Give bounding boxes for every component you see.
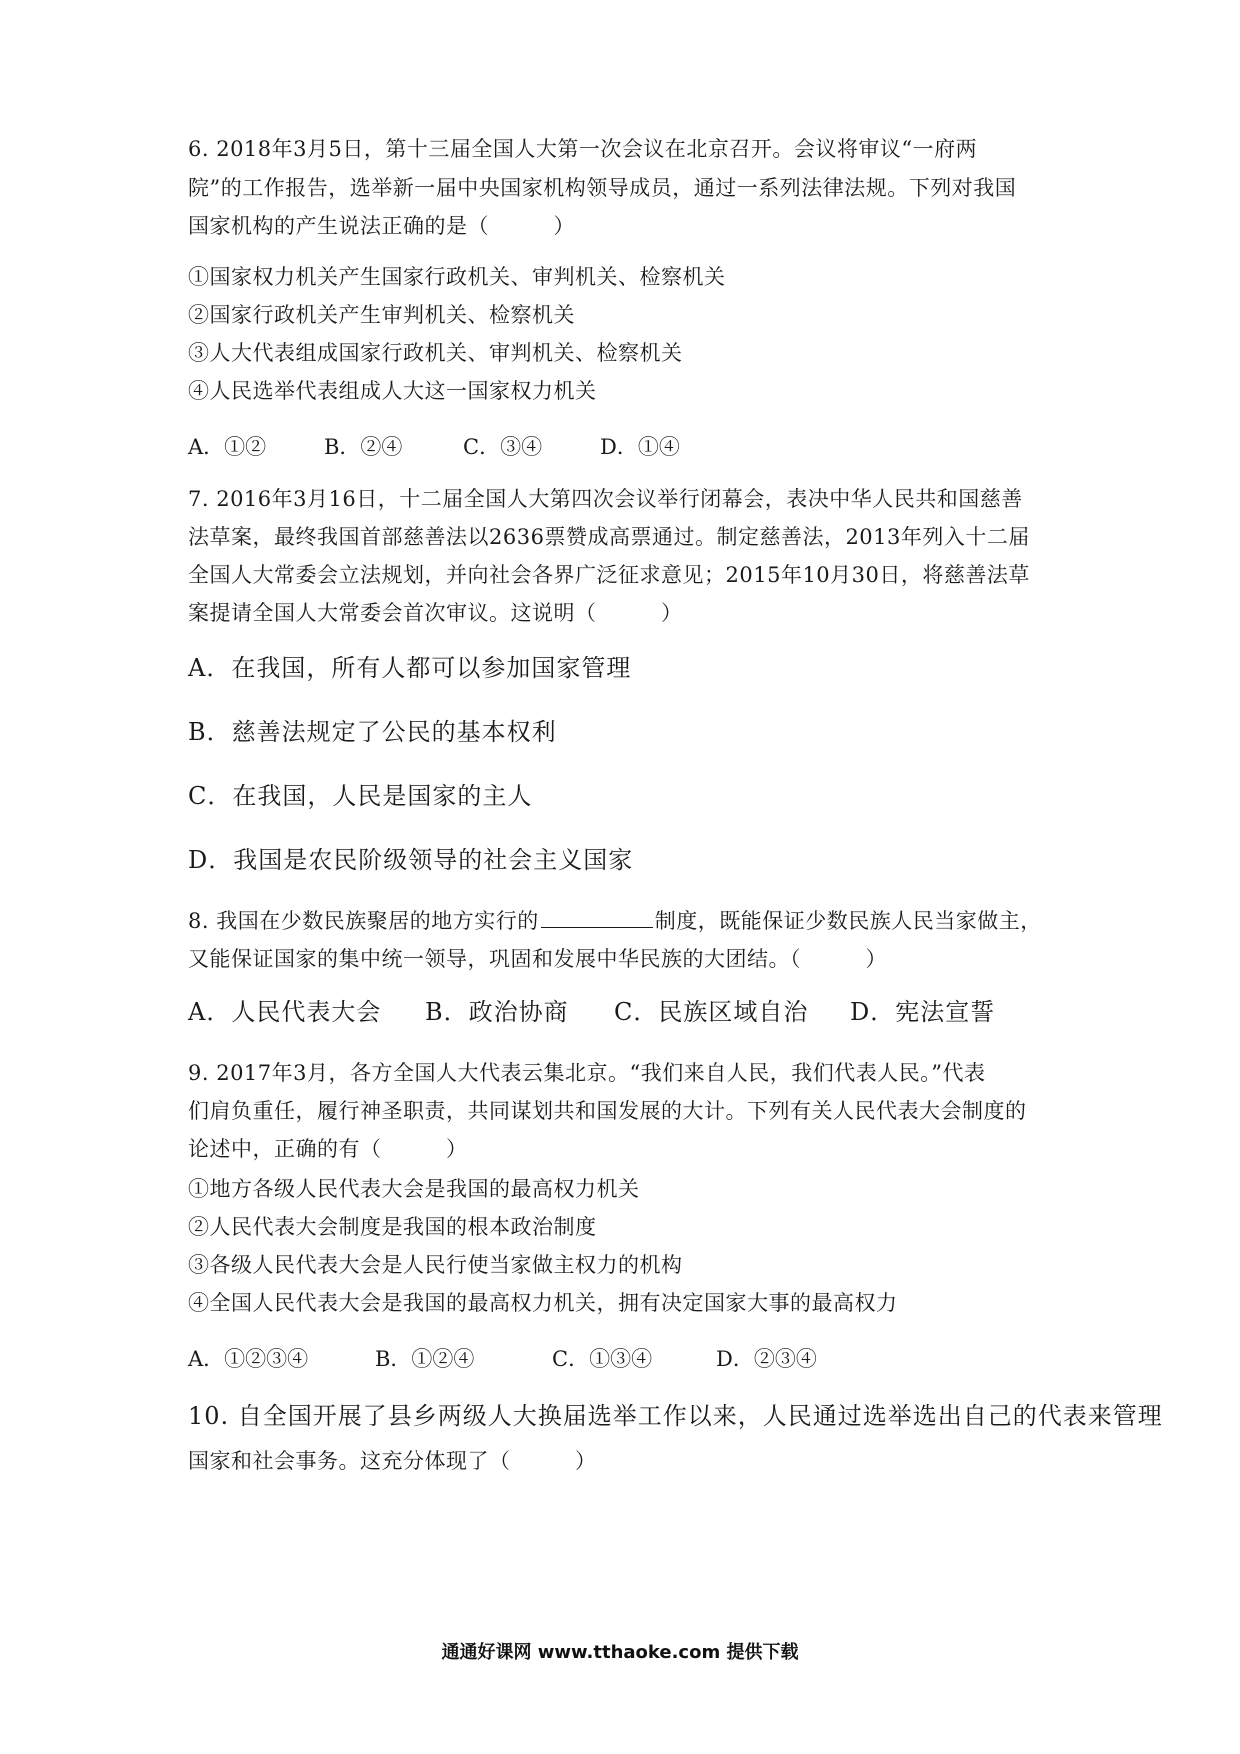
q6-statement-1: ①国家权力机关产生国家行政机关、审判机关、检察机关 <box>188 265 726 289</box>
q8-option-a: A．人民代表大会 <box>188 998 382 1026</box>
q9-stem-line-2: 们肩负重任，履行神圣职责，共同谋划共和国发展的大计。下列有关人民代表大会制度的 <box>188 1099 1027 1123</box>
q6-statement-3: ③人大代表组成国家行政机关、审判机关、检察机关 <box>188 341 683 365</box>
footer-download-note: 通通好课网 www.tthaoke.com 提供下载 <box>441 1642 799 1663</box>
q9-statement-4: ④全国人民代表大会是我国的最高权力机关，拥有决定国家大事的最高权力 <box>188 1291 898 1315</box>
q6-option-b: B．②④ <box>324 435 403 459</box>
q8-stem-line-1 <box>188 906 1042 936</box>
q8-option-b: B．政治协商 <box>425 998 569 1026</box>
q9-statement-2: ②人民代表大会制度是我国的根本政治制度 <box>188 1215 597 1239</box>
q10-stem-line-2: 国家和社会事务。这充分体现了（ ） <box>188 1449 597 1473</box>
q8-stem-after-blank: 制度，既能保证少数民族人民当家做主， <box>654 909 1042 933</box>
q8-fill-blank <box>541 907 653 928</box>
q9-statement-1: ①地方各级人民代表大会是我国的最高权力机关 <box>188 1177 640 1201</box>
q10-stem-line-1: 10. 自全国开展了县乡两级人大换届选举工作以来，人民通过选举选出自己的代表来管理 <box>188 1402 1163 1430</box>
q6-option-d: D．①④ <box>600 435 680 459</box>
q7-option-b: B．慈善法规定了公民的基本权利 <box>188 718 557 746</box>
q7-option-a: A．在我国，所有人都可以参加国家管理 <box>188 654 632 682</box>
q9-statement-3: ③各级人民代表大会是人民行使当家做主权力的机构 <box>188 1253 683 1277</box>
q6-stem-line-2: 院”的工作报告，选举新一届中央国家机构领导成员，通过一系列法律法规。下列对我国 <box>188 176 1017 200</box>
q6-statement-4: ④人民选举代表组成人大这一国家权力机关 <box>188 379 597 403</box>
q9-option-d: D．②③④ <box>716 1347 817 1371</box>
q9-stem-line-1: 9. 2017年3月，各方全国人大代表云集北京。“我们来自人民，我们代表人民。”代表 <box>188 1061 986 1085</box>
q6-stem-line-3: 国家机构的产生说法正确的是（ ） <box>188 214 575 238</box>
q7-option-d: D．我国是农民阶级领导的社会主义国家 <box>188 846 634 874</box>
q6-stem-line-1: 6. 2018年3月5日，第十三届全国人大第一次会议在北京召开。会议将审议“一府两 <box>188 137 978 161</box>
q9-stem-line-3: 论述中，正确的有（ ） <box>188 1137 468 1161</box>
q7-option-c: C．在我国，人民是国家的主人 <box>188 782 533 810</box>
q6-option-a: A．①② <box>188 435 267 459</box>
q9-option-b: B．①②④ <box>375 1347 475 1371</box>
q9-option-a: A．①②③④ <box>188 1347 309 1371</box>
q8-option-d: D．宪法宣誓 <box>850 998 996 1026</box>
q7-stem-line-4: 案提请全国人大常委会首次审议。这说明（ ） <box>188 601 683 625</box>
q6-statement-2: ②国家行政机关产生审判机关、检察机关 <box>188 303 575 327</box>
q6-option-c: C．③④ <box>463 435 543 459</box>
q7-stem-line-3: 全国人大常委会立法规划，并向社会各界广泛征求意见；2015年10月30日，将慈善法草 <box>188 563 1030 587</box>
q8-stem-line-2: 又能保证国家的集中统一领导，巩固和发展中华民族的大团结。（ ） <box>188 947 887 971</box>
q8-stem-before-blank: 8. 我国在少数民族聚居的地方实行的 <box>188 909 539 933</box>
q7-stem-line-2: 法草案，最终我国首部慈善法以2636票赞成高票通过。制定慈善法，2013年列入十二届 <box>188 525 1030 549</box>
q7-stem-line-1: 7. 2016年3月16日，十二届全国人大第四次会议举行闭幕会，表决中华人民共和国慈善 <box>188 487 1023 511</box>
q9-option-c: C．①③④ <box>552 1347 653 1371</box>
q8-option-c: C．民族区域自治 <box>614 998 809 1026</box>
